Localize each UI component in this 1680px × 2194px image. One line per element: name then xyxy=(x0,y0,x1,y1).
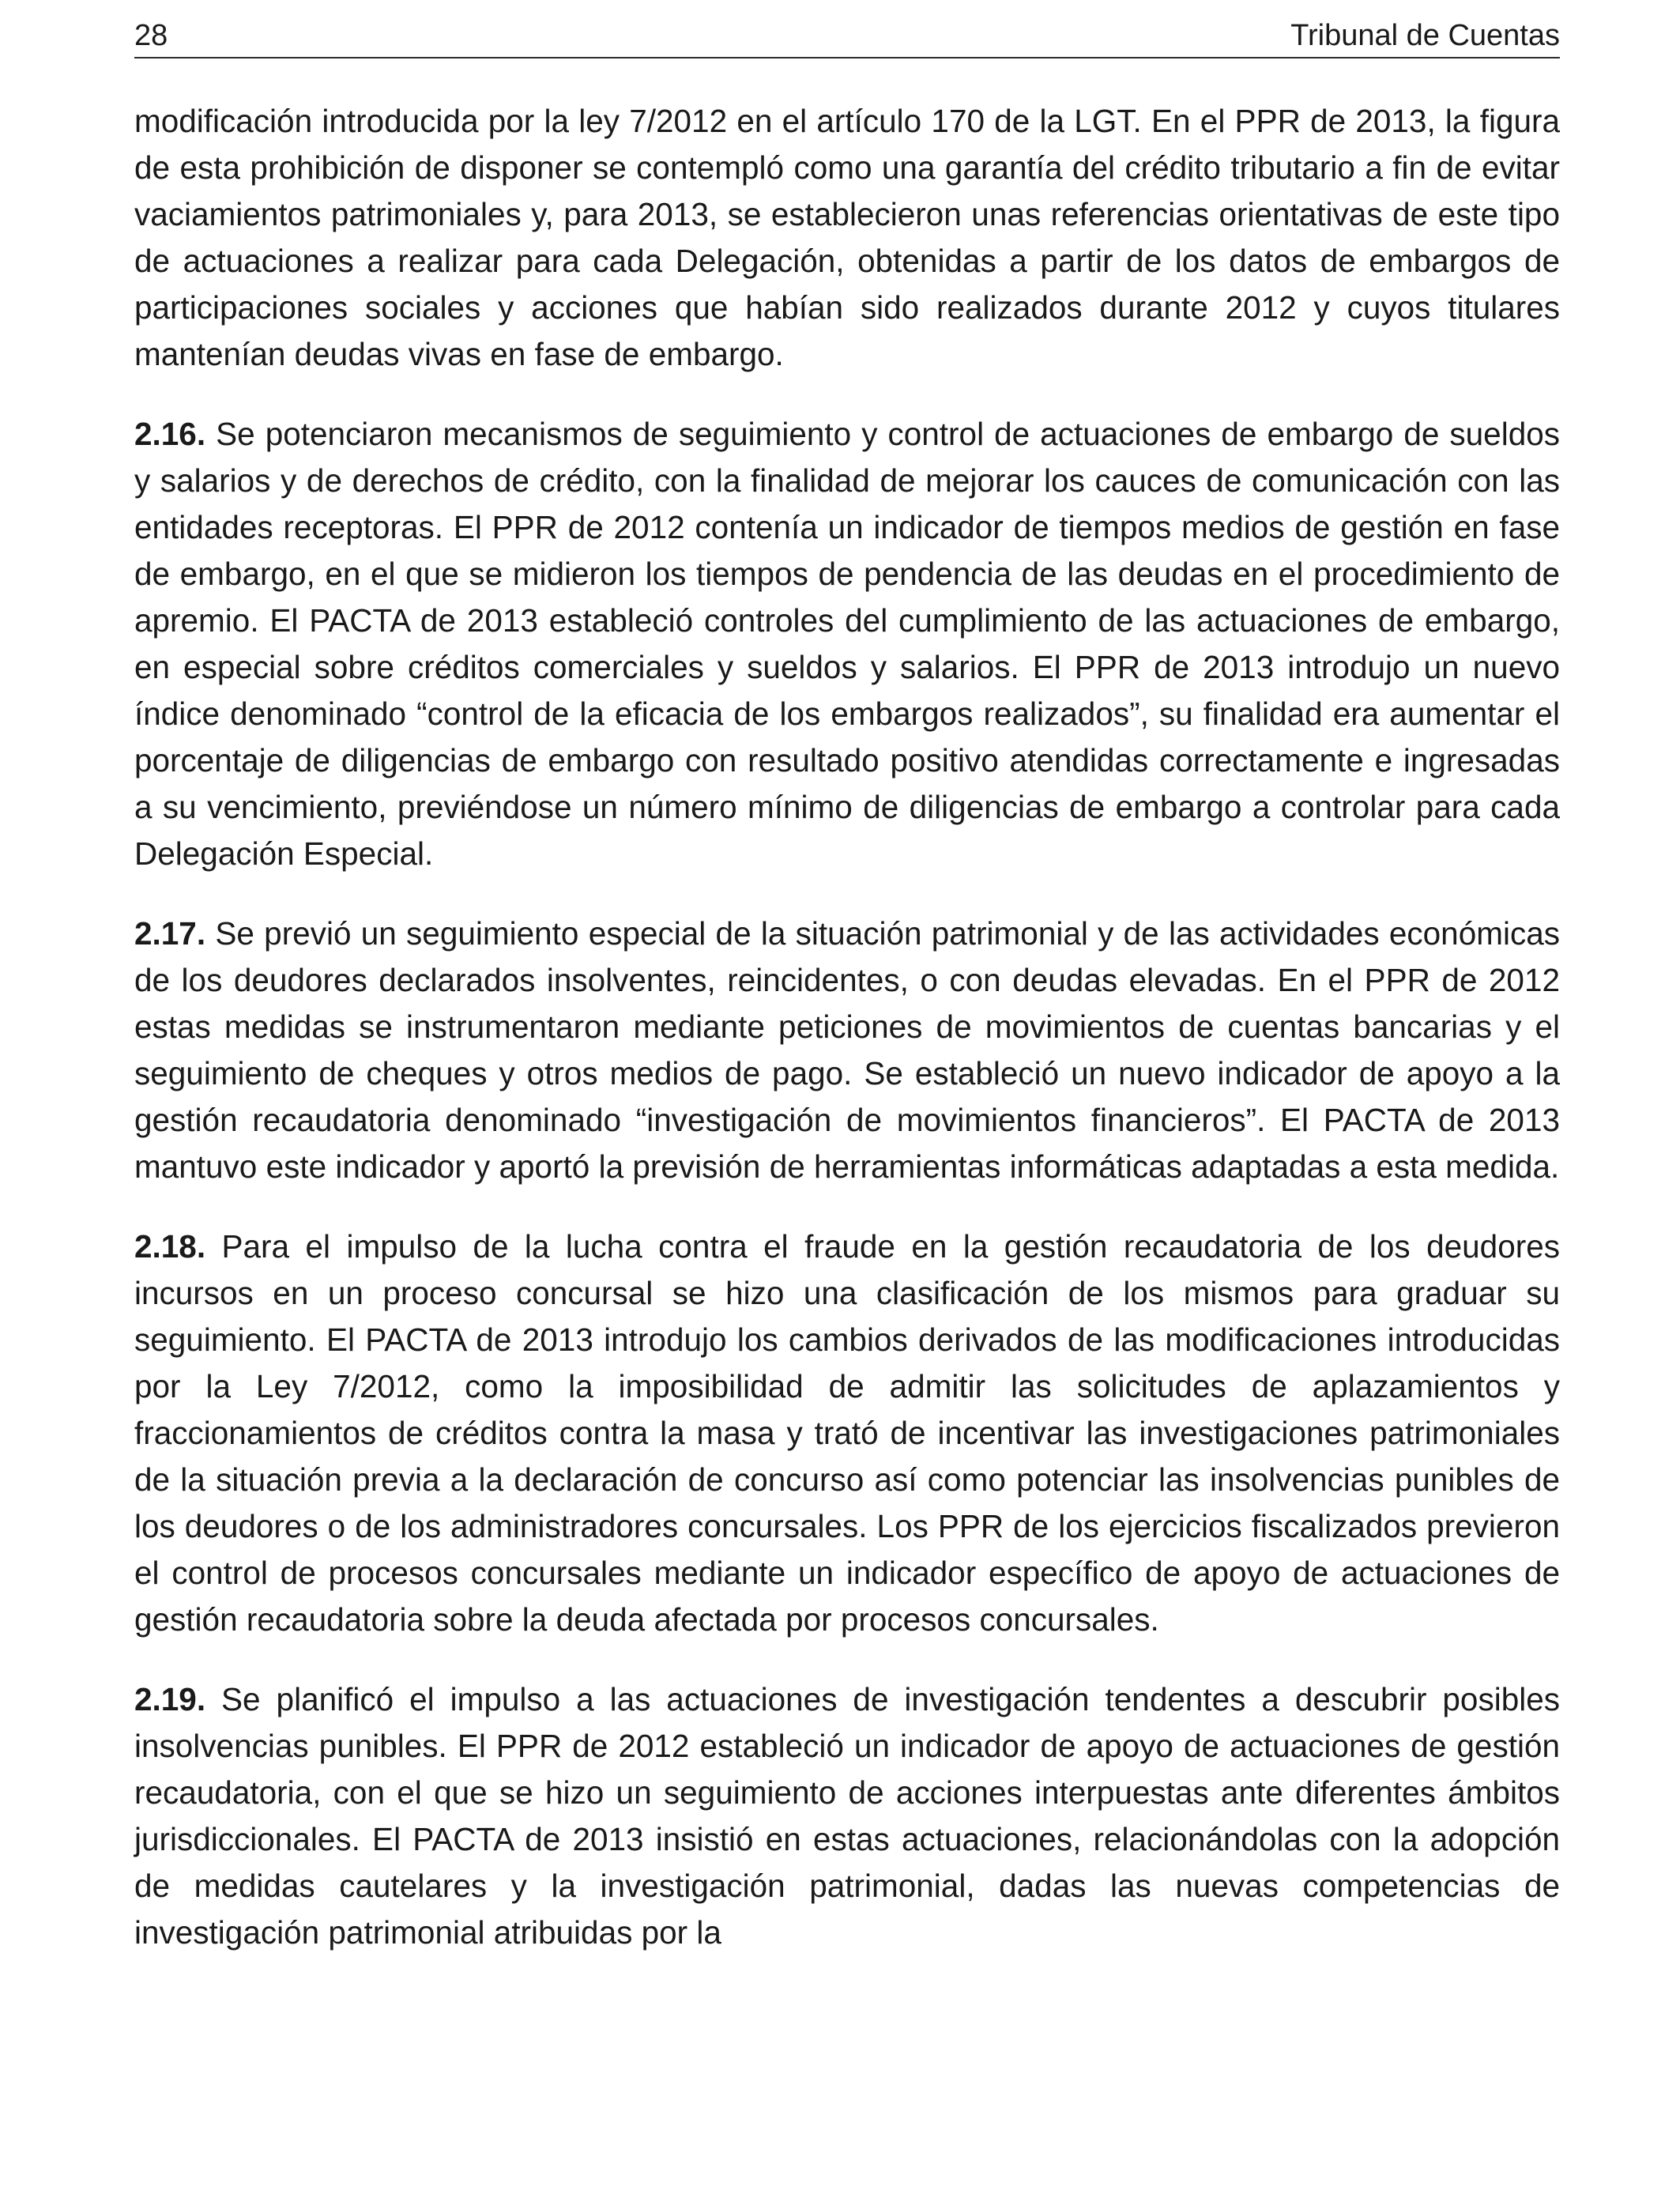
paragraph-text: modificación introducida por la ley 7/2012 en el artículo 170 de la LGT. En el PPR de 2013, la figura de esta prohibición de disponer se contempló como una garantía del crédito tributario a fin de evitar vaciamientos patrimoniales y, para 2013, se establecieron unas referencias orientativas de este tipo de actuaciones a realizar para cada Delegación, obtenidas a partir de los datos de embargos de participaciones sociales y acciones que habían sido realizados durante 2012 y cuyos titulares mantenían deudas vivas en fase de embargo. xyxy=(134,103,1560,372)
paragraph-2-17 xyxy=(134,910,1560,1190)
paragraph-number: 2.16. xyxy=(134,416,206,452)
running-title: Tribunal de Cuentas xyxy=(1290,19,1560,52)
paragraph-2-19 xyxy=(134,1676,1560,1956)
paragraph-number: 2.19. xyxy=(134,1681,206,1717)
paragraph-text: Se planificó el impulso a las actuaciones de investigación tendentes a descubrir posibles insolvencias punibles. El PPR de 2012 estableció un indicador de apoyo de actuaciones de gestión recaudatoria, con el que se hizo un seguimiento de acciones interpuestas ante diferentes ámbitos jurisdiccionales. El PACTA de 2013 insistió en estas actuaciones, relacionándolas con la adopción de medidas cautelares y la investigación patrimonial, dadas las nuevas competencias de investigación patrimonial atribuidas por la xyxy=(134,1681,1560,1951)
body-text xyxy=(134,98,1560,1989)
paragraph-text: Se potenciaron mecanismos de seguimiento y control de actuaciones de embargo de sueldos y salarios y de derechos de crédito, con la finalidad de mejorar los cauces de comunicación con las entidades receptoras. El PPR de 2012 contenía un indicador de tiempos medios de gestión en fase de embargo, en el que se midieron los tiempos de pendencia de las deudas en el procedimiento de apremio. El PACTA de 2013 estableció controles del cumplimiento de las actuaciones de embargo, en especial sobre créditos comerciales y sueldos y salarios. El PPR de 2013 introdujo un nuevo índice denominado “control de la eficacia de los embargos realizados”, su finalidad era aumentar el porcentaje de diligencias de embargo con resultado positivo atendidas correctamente e ingresadas a su vencimiento, previéndose un número mínimo de diligencias de embargo a controlar para cada Delegación Especial. xyxy=(134,416,1560,872)
paragraph-text: Para el impulso de la lucha contra el fraude en la gestión recaudatoria de los deudores incursos en un proceso concursal se hizo una clasificación de los mismos para graduar su seguimiento. El PACTA de 2013 introdujo los cambios derivados de las modificaciones introducidas por la Ley 7/2012, como la imposibilidad de admitir las solicitudes de aplazamientos y fraccionamientos de créditos contra la masa y trató de incentivar las investigaciones patrimoniales de la situación previa a la declaración de concurso así como potenciar las insolvencias punibles de los deudores o de los administradores concursales. Los PPR de los ejercicios fiscalizados previeron el control de procesos concursales mediante un indicador específico de apoyo de actuaciones de gestión recaudatoria sobre la deuda afectada por procesos concursales. xyxy=(134,1228,1560,1638)
paragraph-continuation xyxy=(134,98,1560,378)
document-page xyxy=(134,0,1560,2194)
paragraph-number: 2.18. xyxy=(134,1228,206,1265)
page-header xyxy=(134,14,1560,58)
paragraph-2-16 xyxy=(134,411,1560,877)
paragraph-number: 2.17. xyxy=(134,915,206,952)
page-number: 28 xyxy=(134,19,168,52)
paragraph-text: Se previó un seguimiento especial de la situación patrimonial y de las actividades económicas de los deudores declarados insolventes, reincidentes, o con deudas elevadas. En el PPR de 2012 estas medidas se instrumentaron mediante peticiones de movimientos de cuentas bancarias y el seguimiento de cheques y otros medios de pago. Se estableció un nuevo indicador de apoyo a la gestión recaudatoria denominado “investigación de movimientos financieros”. El PACTA de 2013 mantuvo este indicador y aportó la previsión de herramientas informáticas adaptadas a esta medida. xyxy=(134,915,1560,1185)
paragraph-2-18 xyxy=(134,1223,1560,1643)
